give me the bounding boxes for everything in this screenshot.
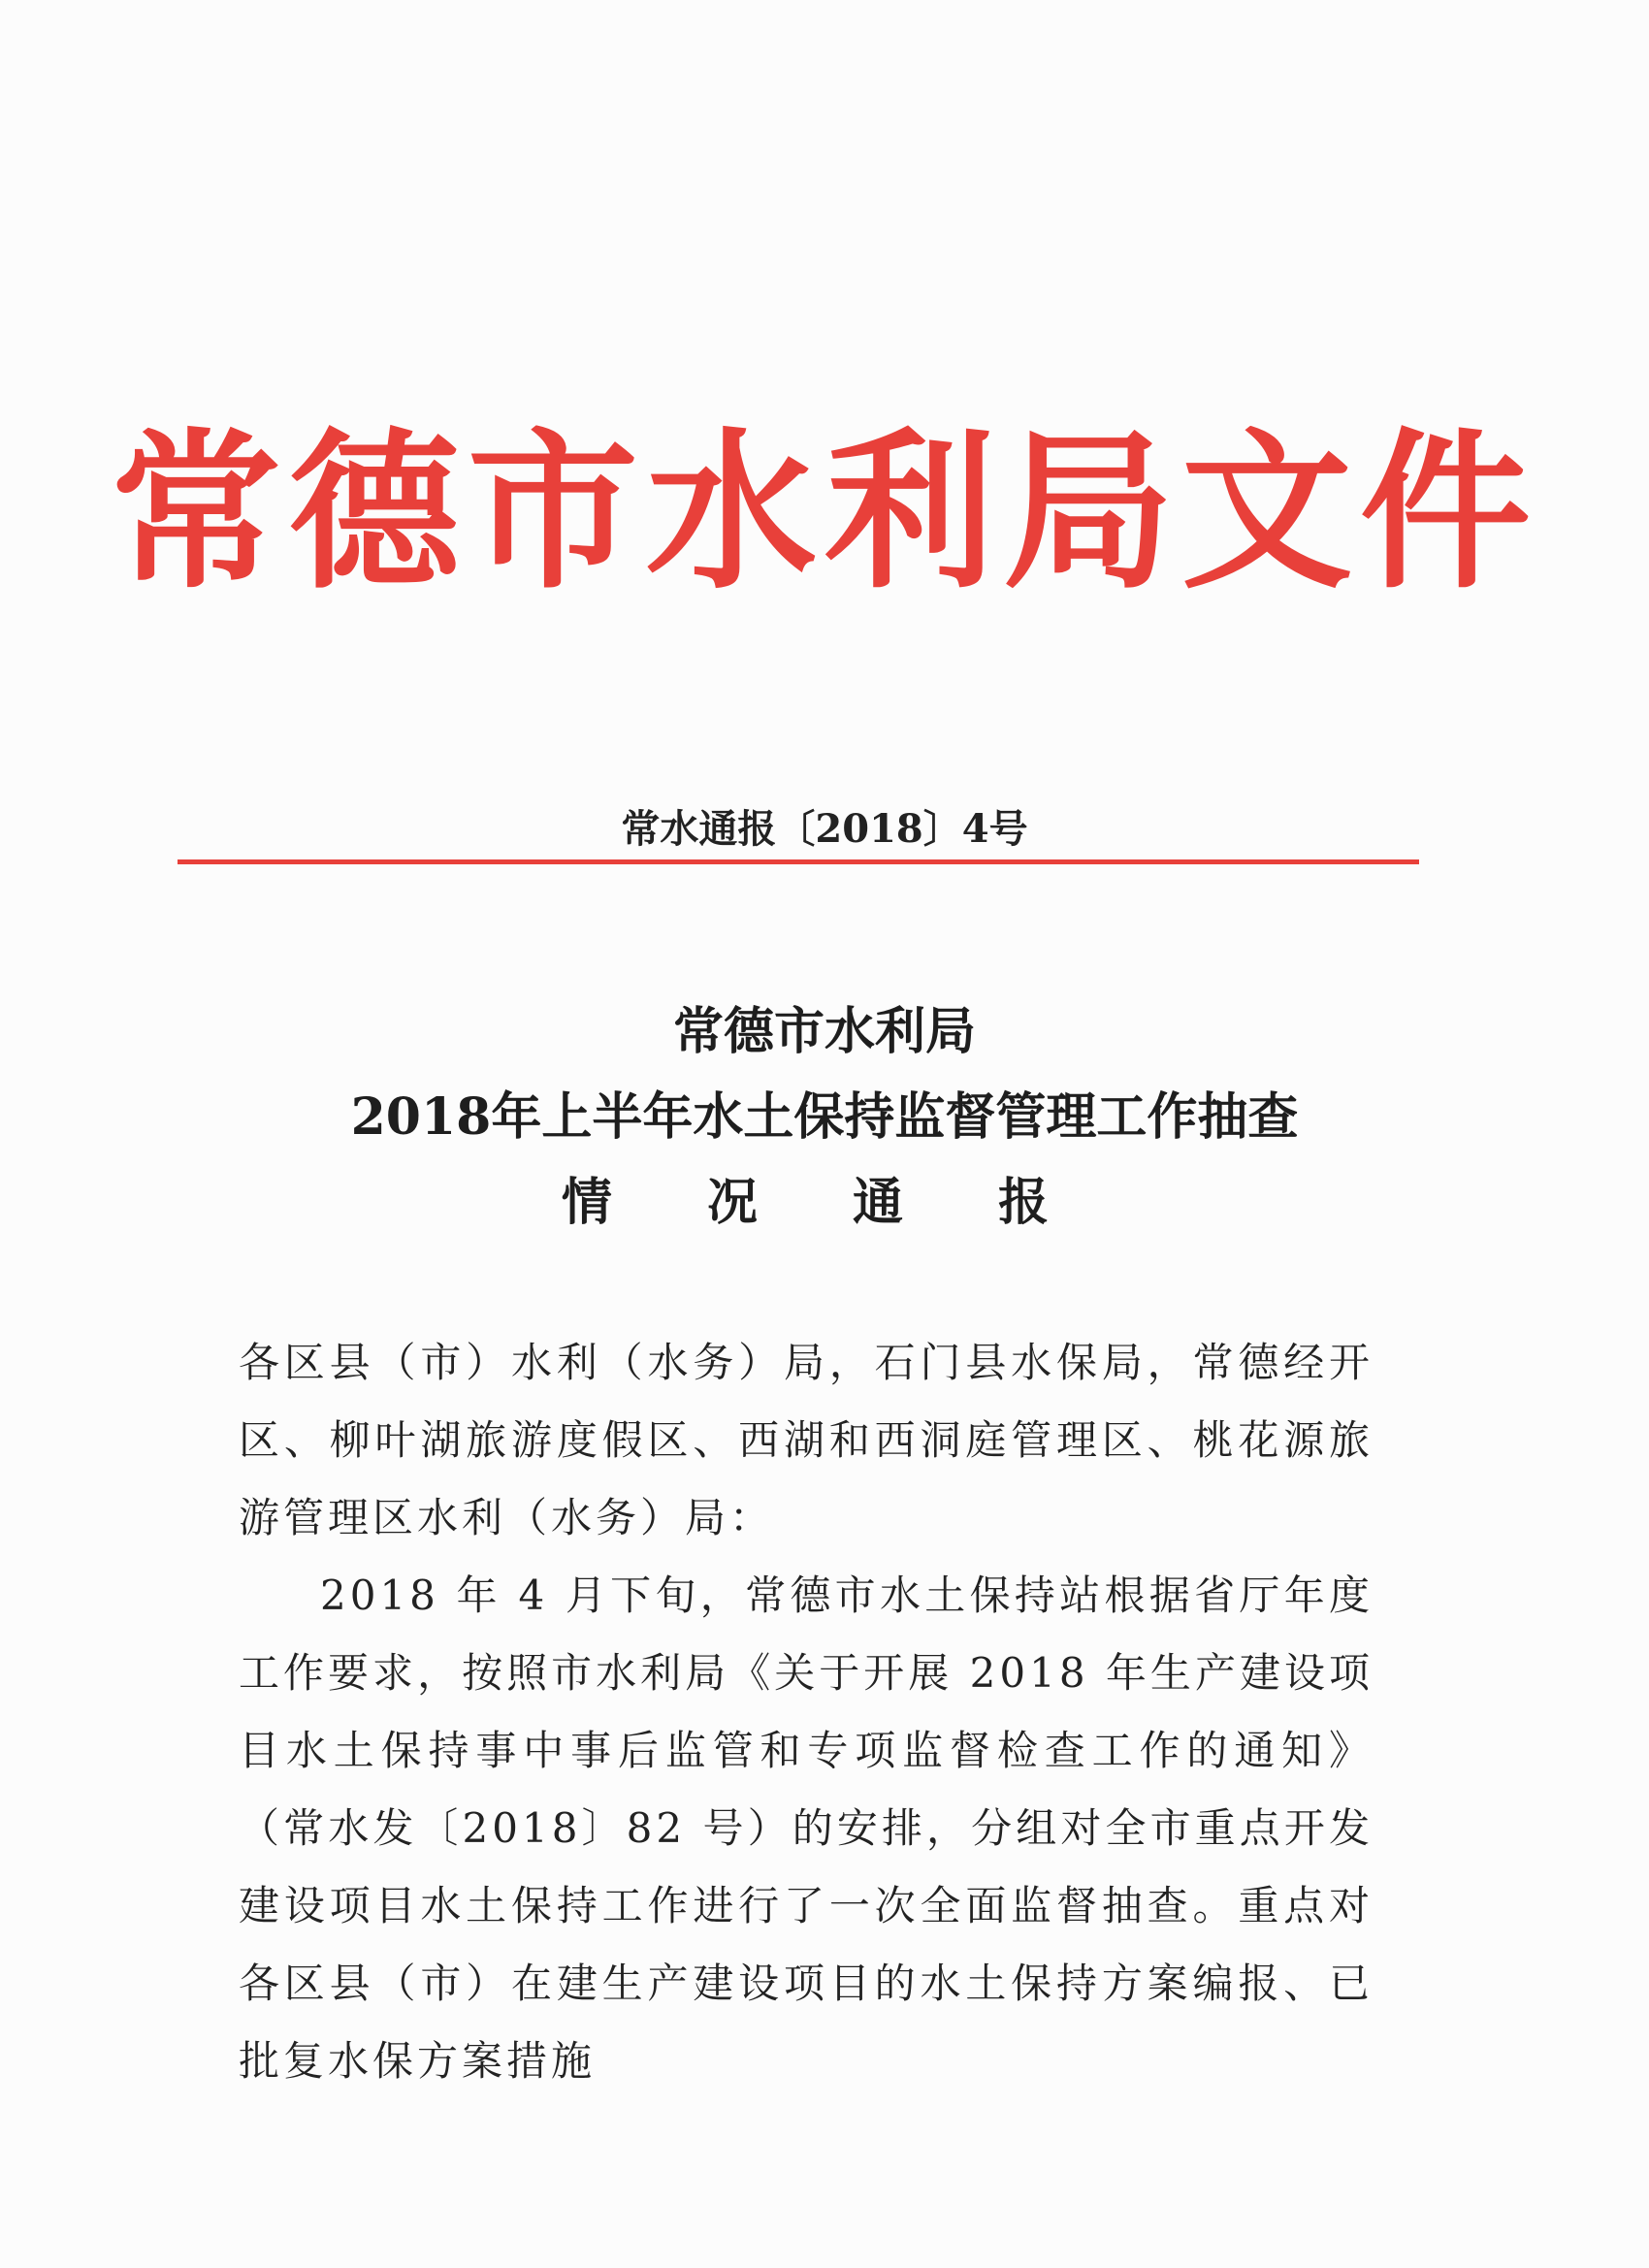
title-line-1: 常德市水利局 [672, 1002, 976, 1061]
document-number: 常水通报〔2018〕4号 [621, 806, 1028, 852]
red-divider [178, 859, 1419, 864]
masthead-title: 常德市水利局文件 [110, 411, 1538, 612]
notice-title [0, 989, 1649, 1246]
addressee-paragraph: 各区县（市）水利（水务）局，石门县水保局，常德经开区、柳叶湖旅游度假区、西湖和西洞庭管理区、桃花源旅游管理区水利（水务）局： [239, 1339, 1374, 1541]
body-text [239, 1324, 1374, 2100]
body-paragraph-1: 2018 年 4 月下旬，常德市水土保持站根据省厅年度工作要求，按照市水利局《关于开展 2018 年生产建设项目水土保持事中事后监管和专项监督检查工作的通知》（常水发〔2018〕82 号）的安排，分组对全市重点开发建设项目水土保持工作进行了一次全面监督抽查。重点对各区县（市）在建生产建设项目的水土保持方案编报、已批复水保方案措施 [239, 1571, 1374, 2085]
title-line-2: 2018年上半年水土保持监督管理工作抽查 [350, 1087, 1299, 1147]
title-line-3: 情 况 通 报 [561, 1173, 1088, 1232]
